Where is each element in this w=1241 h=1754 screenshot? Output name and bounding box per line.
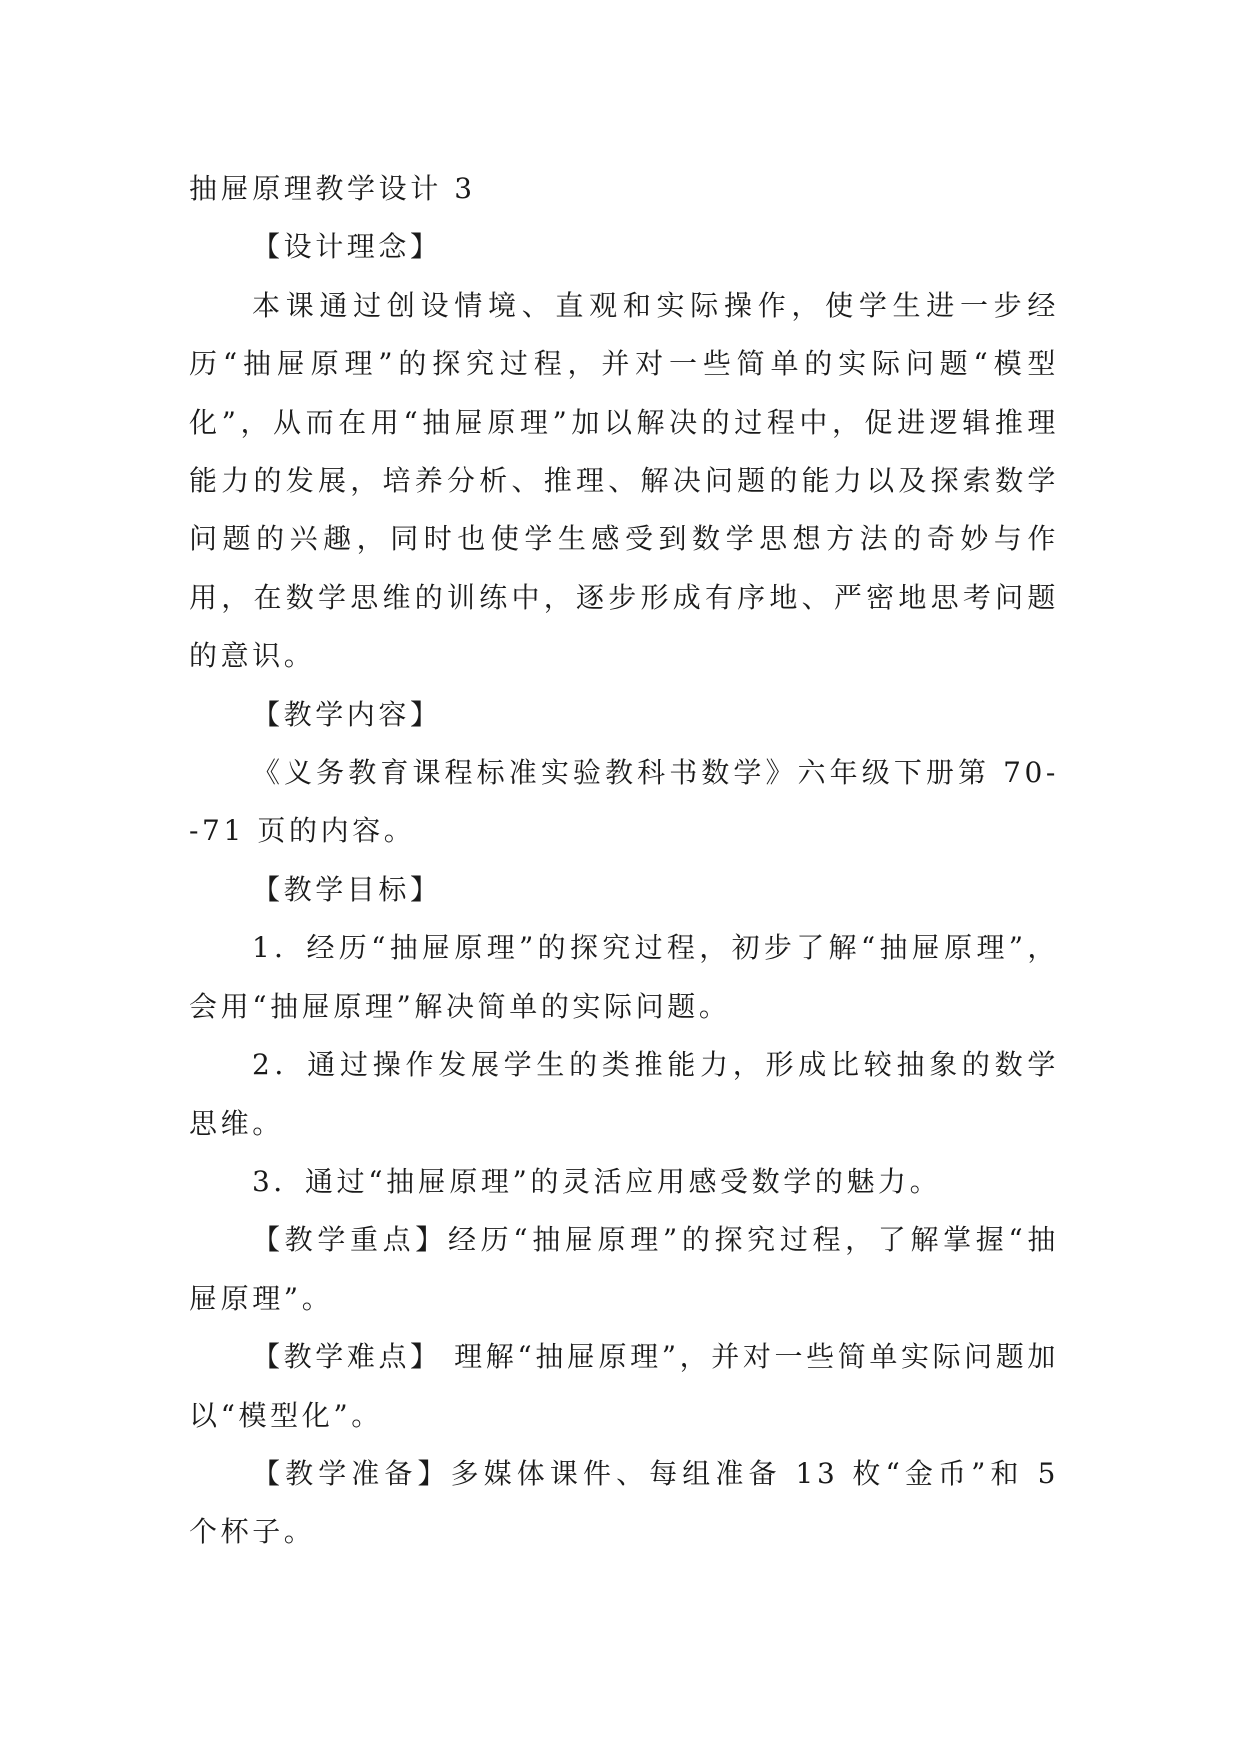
section-heading-teaching-content: 【教学内容】 <box>252 697 442 731</box>
paragraph-goal-3: 3．通过“抽屉原理”的灵活应用感受数学的魅力。 <box>252 1164 942 1198</box>
paragraph-teaching-content: 《义务教育课程标准实验教科书数学》六年级下册第 70--71 页的内容。 <box>189 756 1059 848</box>
paragraph-teaching-focus: 【教学重点】经历“抽屉原理”的探究过程，了解掌握“抽屉原理”。 <box>189 1223 1059 1315</box>
paragraph-goal-1: 1．经历“抽屉原理”的探究过程，初步了解“抽屉原理”，会用“抽屉原理”解决简单的实际问题。 <box>189 931 1059 1023</box>
paragraph-teaching-difficulty: 【教学难点】 理解“抽屉原理”，并对一些简单实际问题加以“模型化”。 <box>189 1340 1059 1432</box>
paragraph-goal-2: 2．通过操作发展学生的类推能力，形成比较抽象的数学思维。 <box>189 1048 1059 1140</box>
document-body <box>189 160 1059 1562</box>
section-heading-design-concept: 【设计理念】 <box>252 230 442 264</box>
paragraph-design-concept: 本课通过创设情境、直观和实际操作，使学生进一步经历“抽屉原理”的探究过程，并对一些简单的实际问题“模型化”，从而在用“抽屉原理”加以解决的过程中，促进逻辑推理能力的发展，培养分析、推理、解决问题的能力以及探索数学问题的兴趣，同时也使学生感受到数学思想方法的奇妙与作用，在数学思维的训练中，逐步形成有序地、严密地思考问题的意识。 <box>189 288 1059 673</box>
section-heading-teaching-goals: 【教学目标】 <box>252 872 442 906</box>
document-title: 抽屉原理教学设计 3 <box>189 172 476 205</box>
paragraph-teaching-preparation: 【教学准备】多媒体课件、每组准备 13 枚“金币”和 5 个杯子。 <box>189 1456 1059 1549</box>
